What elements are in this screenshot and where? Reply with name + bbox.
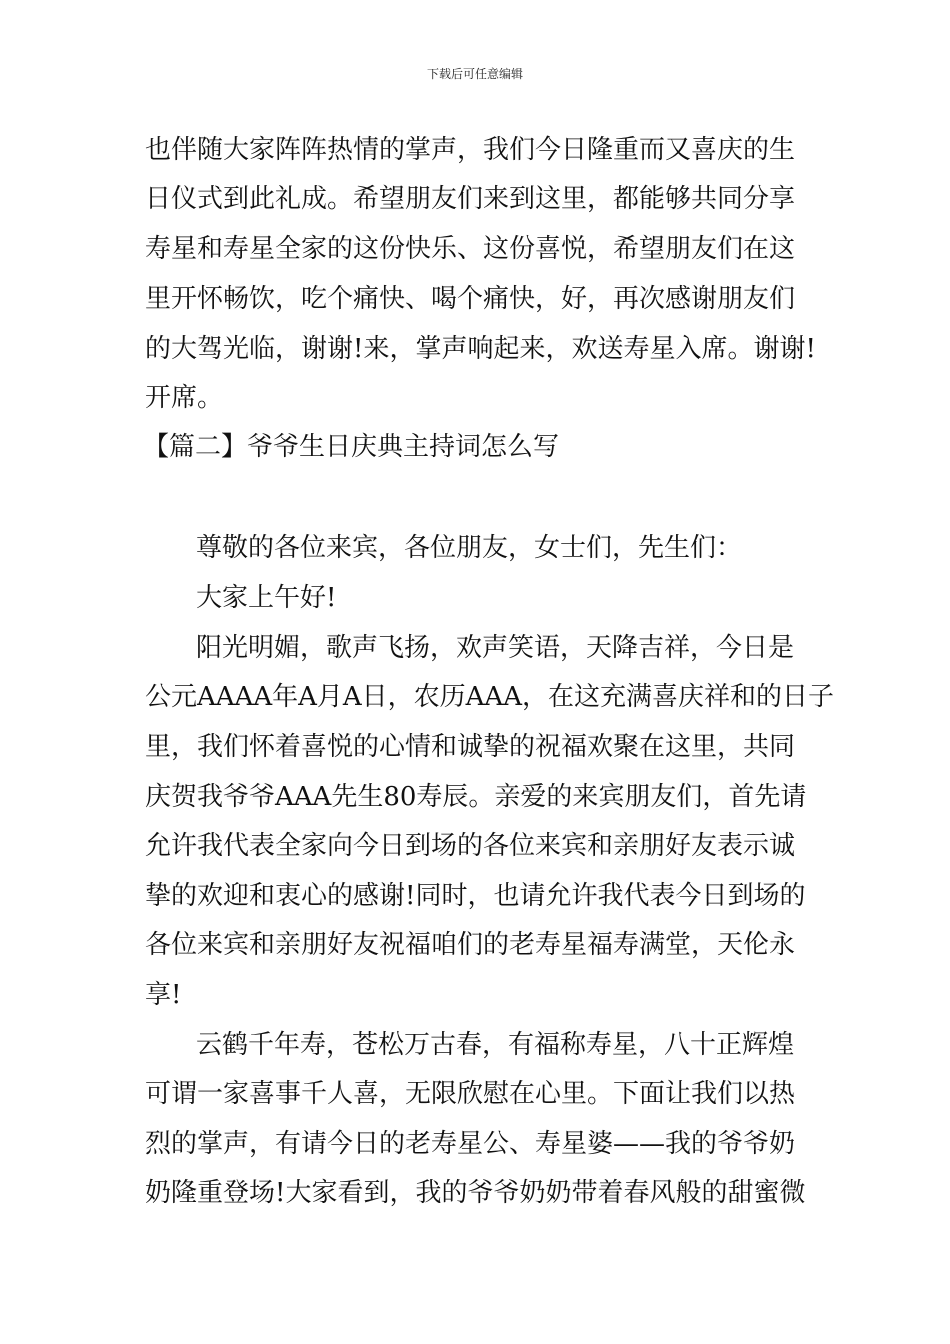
paragraph-line: 挚的欢迎和衷心的感谢!同时，也请允许我代表今日到场的: [145, 881, 806, 911]
paragraph-line: 烈的掌声，有请今日的老寿星公、寿星婆——我的爷爷奶: [145, 1129, 796, 1159]
paragraph-line: 公元AAAA年A月A日，农历AAA，在这充满喜庆祥和的日子: [145, 682, 834, 712]
section-title: 【篇二】爷爷生日庆典主持词怎么写: [143, 432, 560, 462]
paragraph-line: 庆贺我爷爷AAA先生80寿辰。亲爱的来宾朋友们，首先请: [145, 782, 807, 812]
body-line: 寿星和寿星全家的这份快乐、这份喜悦，希望朋友们在这: [145, 234, 796, 264]
paragraph-line: 允许我代表全家向今日到场的各位来宾和亲朋好友表示诚: [145, 831, 796, 861]
paragraph-line: 享!: [145, 980, 182, 1010]
paragraph-line: 各位来宾和亲朋好友祝福咱们的老寿星福寿满堂，天伦永: [145, 930, 796, 960]
paragraph-line: 阳光明媚，歌声飞扬，欢声笑语，天降吉祥，今日是: [196, 633, 795, 663]
body-line: 日仪式到此礼成。希望朋友们来到这里，都能够共同分享: [145, 184, 796, 214]
body-line: 也伴随大家阵阵热情的掌声，我们今日隆重而又喜庆的生: [145, 135, 796, 165]
hello-line: 大家上午好!: [196, 583, 337, 613]
body-line: 的大驾光临，谢谢!来，掌声响起来，欢送寿星入席。谢谢!: [145, 334, 816, 364]
body-line: 开席。: [145, 383, 224, 413]
paragraph-line: 可谓一家喜事千人喜，无限欣慰在心里。下面让我们以热: [145, 1079, 796, 1109]
paragraph-line: 奶隆重登场!大家看到，我的爷爷奶奶带着春风般的甜蜜微: [145, 1178, 806, 1208]
paragraph-line: 里，我们怀着喜悦的心情和诚挚的祝福欢聚在这里，共同: [145, 732, 796, 762]
paragraph-line: 云鹤千年寿，苍松万古春，有福称寿星，八十正辉煌: [196, 1030, 795, 1060]
greeting-line: 尊敬的各位来宾，各位朋友，女士们，先生们：: [196, 533, 743, 563]
body-line: 里开怀畅饮，吃个痛快、喝个痛快，好，再次感谢朋友们: [145, 284, 796, 314]
page-header-note: 下载后可任意编辑: [426, 67, 523, 81]
